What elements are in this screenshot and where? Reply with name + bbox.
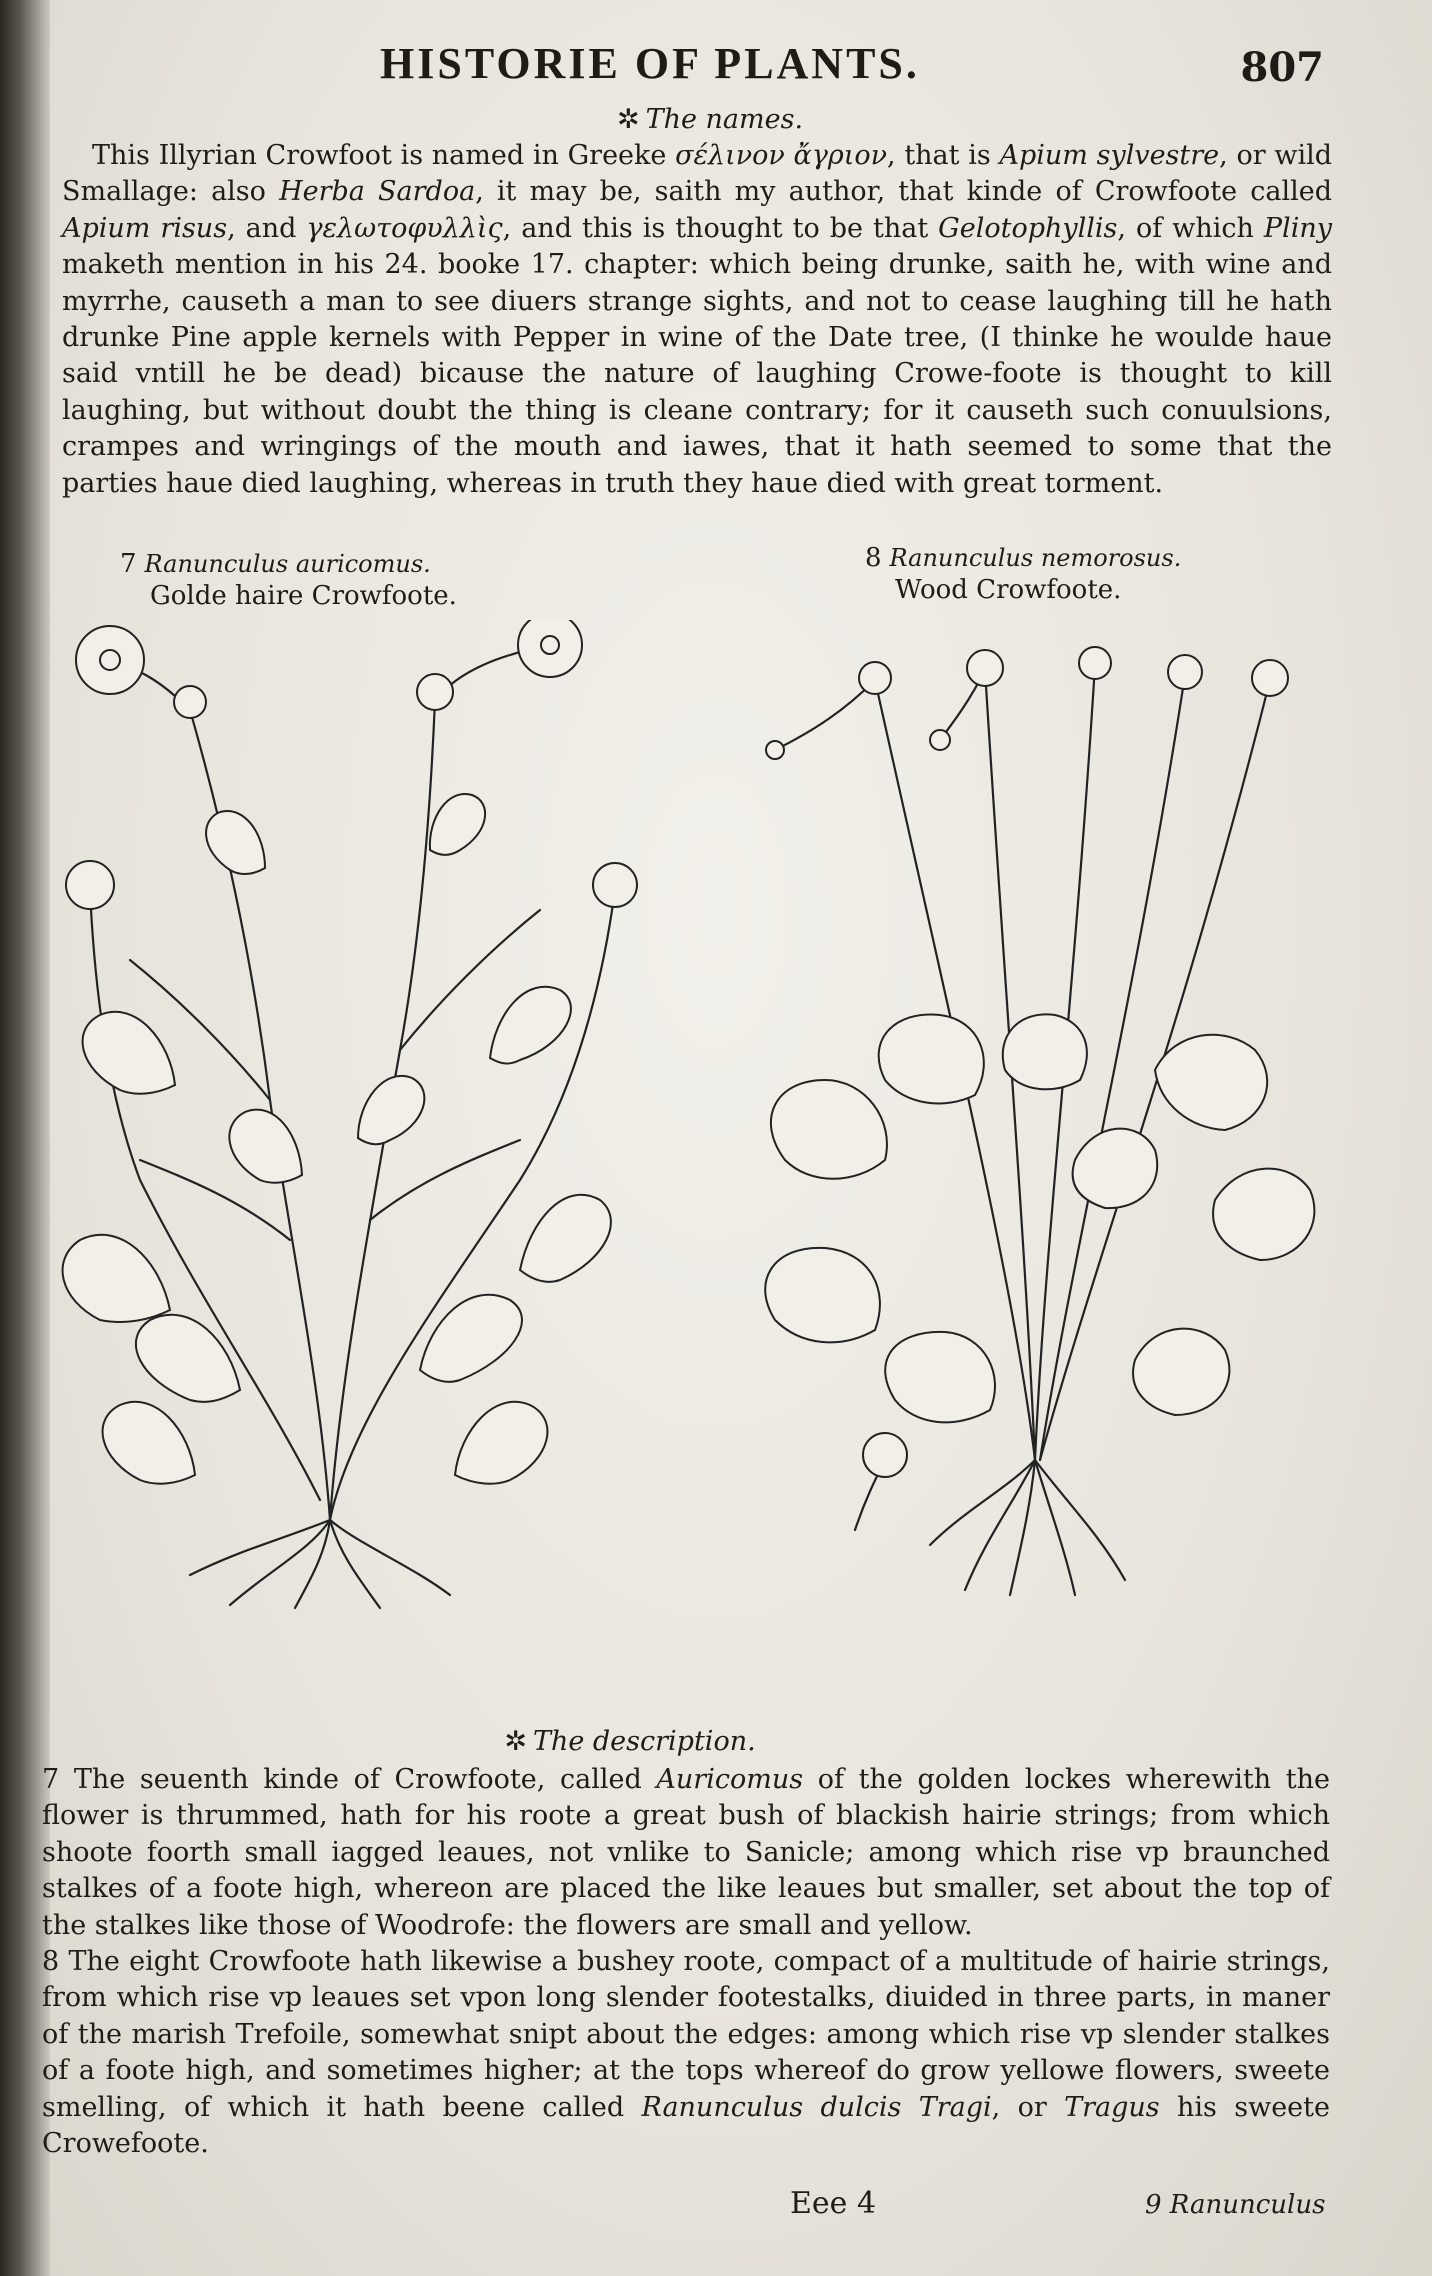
figure-8-caption xyxy=(865,542,1181,606)
catchword: 9 Ranunculus xyxy=(1145,2190,1326,2220)
ornament-icon: ✲ xyxy=(616,104,640,135)
description-text-run: 7 The seuenth kinde of Crowfoote, called xyxy=(42,1764,657,1795)
page-number: 807 xyxy=(1240,44,1324,91)
names-text-run: Gelotophyllis xyxy=(938,212,1118,244)
names-text-run: Pliny xyxy=(1263,212,1332,244)
description-heading xyxy=(330,1726,930,1757)
names-text-run: , it may be, saith my author, that kinde of Crowfoote called xyxy=(475,176,1333,208)
names-text-run: γελωτοφυλλὶς xyxy=(306,212,503,244)
description-text-run: Auricomus xyxy=(656,1764,804,1795)
figure-7-number: 7 xyxy=(120,549,137,579)
description-text-run: his sweete Crowefoote. xyxy=(42,2091,1330,2160)
description-heading-text: The description. xyxy=(532,1726,756,1757)
woodcut-wood-crowfoote xyxy=(755,640,1325,1600)
figure-7-caption xyxy=(120,548,457,612)
names-text-run: , of which xyxy=(1117,212,1264,244)
figure-8-english: Wood Crowfoote. xyxy=(895,575,1122,605)
woodcut-golde-haire-crowfoote xyxy=(40,620,640,1610)
names-text-run: maketh mention in his 24. booke 17. chapter: which being drunke, saith he, with wine and myrrhe, causeth a man to see diuers strange sights, and not to cease laughing till he hath drunke Pine apple kernels with Pepper in wine of the Date tree, (I thinke he woulde haue said vntill he be dead) bicause the nature of laughing Crowe-foote is thought to kill laughing, but without doubt the thing is cleane contrary; for it causeth such conuulsions, crampes and wringings of the mouth and iawes, that it hath seemed to some that the parties haue died laughing, whereas in truth they haue died with great torment. xyxy=(62,249,1332,499)
names-text-run: , and this is thought to be that xyxy=(502,212,939,244)
names-text-run: Herba Sardoa xyxy=(279,176,476,208)
names-text-run: , and xyxy=(227,212,307,244)
names-text-run: σέλινον ἄγριον xyxy=(675,140,888,171)
names-text-run: Apium sylvestre xyxy=(999,140,1220,171)
description-text-run: Ranunculus dulcis Tragi xyxy=(641,2091,992,2123)
running-title: HISTORIE OF PLANTS. xyxy=(380,39,920,88)
names-text-run: This Illyrian Crowfoot is named in Greeke xyxy=(92,140,676,171)
signature-mark: Eee 4 xyxy=(790,2186,877,2221)
description-text-run: of the golden lockes wherewith the flower is thrummed, hath for his roote a great bush of blackish hairie strings; from which shoote foorth small iagged leaues, not vnlike to Sanicle; among which rise vp braunched stalkes of a foote high, whereon are placed the like leaues but smaller, set about the top of the stalkes like those of Woodrofe: the flowers are small and yellow. xyxy=(42,1764,1330,1941)
figure-7-english: Golde haire Crowfoote. xyxy=(150,581,457,611)
description-paragraph-8 xyxy=(42,1944,1330,2162)
figure-8-number: 8 xyxy=(865,543,882,573)
ornament-icon: ✲ xyxy=(504,1726,527,1757)
description-text-run: , or xyxy=(991,2091,1065,2123)
names-paragraph xyxy=(62,138,1332,502)
names-text-run: Apium risus xyxy=(62,212,228,244)
names-heading-text: The names. xyxy=(645,104,804,135)
figure-8-latin: Ranunculus nemorosus. xyxy=(889,544,1182,572)
description-text-run: Tragus xyxy=(1064,2091,1160,2123)
names-heading xyxy=(410,104,1010,135)
names-text-run: , or wild Smallage: also xyxy=(62,140,1333,208)
names-text-run: , that is xyxy=(887,140,1000,171)
description-paragraph-7 xyxy=(42,1762,1330,1944)
description-text-run: 8 The eight Crowfoote hath likewise a bushey roote, compact of a multitude of hairie strings, from which rise vp leaues set vpon long slender footestalks, diuided in three parts, in maner of the marish Trefoile, somewhat snipt about the edges: among which rise vp slender stalkes of a foote high, and sometimes higher; at the tops whereof do grow yellowe flowers, sweete smelling, of which it hath beene called xyxy=(42,1946,1330,2123)
figure-7-latin: Ranunculus auricomus. xyxy=(144,550,431,578)
